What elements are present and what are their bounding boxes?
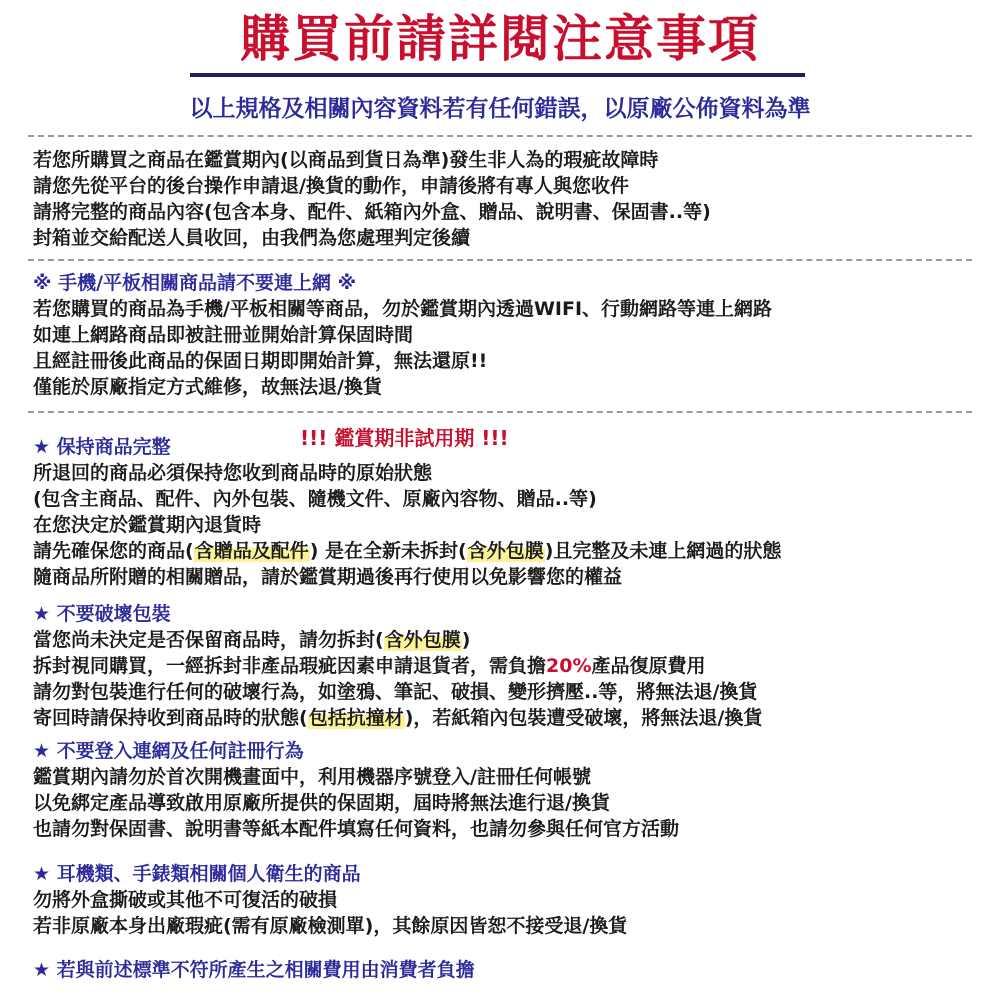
section-heading <box>33 861 978 887</box>
highlighted-text: 包括抗撞材 <box>308 707 404 729</box>
section-heading-text: 不要破壞包裝 <box>56 603 171 625</box>
text-segment: 請先確保您的商品( <box>33 540 194 562</box>
text-line: 若非原廠本身出廠瑕疵(需有原廠檢測單)，其餘原因皆恕不接受退/換貨 <box>33 915 628 937</box>
text-segment: )且完整及未連上網過的狀態 <box>544 540 782 562</box>
star-icon: ★ <box>33 603 51 625</box>
section-heading-text: 不要登入連網及任何註冊行為 <box>56 740 304 762</box>
text-segment: 當您尚未決定是否保留商品時，請勿拆封( <box>33 629 384 651</box>
text-line: 也請勿對保固書、說明書等紙本配件填寫任何資料，也請勿參與任何官方活動 <box>33 818 680 840</box>
text-line: 隨商品所附贈的相關贈品，請於鑑賞期過後再行使用以免影響您的權益 <box>33 566 623 588</box>
text-line: 請勿對包裝進行任何的破壞行為，如塗鴉、筆記、破損、變形擠壓..等，將無法退/換貨 <box>33 681 758 703</box>
text-line: 勿將外盒撕破或其他不可復活的破損 <box>33 889 338 911</box>
text-line: 若您所購買之商品在鑑賞期內(以商品到貨日為準)發生非人為的瑕疵故障時 <box>33 149 659 171</box>
highlighted-text: 含外包膜 <box>467 540 544 562</box>
text-line <box>33 653 978 679</box>
text-line: 且經註冊後此商品的保固日期即開始計算，無法還原!! <box>33 350 488 372</box>
section-heading-text: 保持商品完整 <box>56 436 171 458</box>
page-title: 購買前請詳閱注意事項 <box>240 10 760 68</box>
section-heading: ※ 手機/平板相關商品請不要連上網 ※ <box>33 272 357 294</box>
section-heading <box>33 601 978 627</box>
divider <box>28 259 972 261</box>
divider <box>28 411 972 413</box>
text-line <box>33 627 978 653</box>
section-heading <box>33 434 978 460</box>
text-line: 請您先從平台的後台操作申請退/換貨的動作，申請後將有專人與您收件 <box>33 175 629 197</box>
section-no-damage-packaging <box>33 601 978 731</box>
section-consumer-fees <box>33 957 978 983</box>
section-phone-tablet <box>33 270 978 400</box>
text-segment: ) <box>461 629 471 651</box>
text-line: 僅能於原廠指定方式維修，故無法退/換貨 <box>33 376 382 398</box>
section-hygiene-products <box>33 861 978 939</box>
text-line <box>33 705 978 731</box>
page-subtitle: 以上規格及相關內容資料若有任何錯誤，以原廠公佈資料為準 <box>189 96 811 122</box>
star-icon: ★ <box>33 740 51 762</box>
text-segment: )，若紙箱內包裝遭受破壞，將無法退/換貨 <box>404 707 763 729</box>
text-segment: 產品復原費用 <box>591 655 706 677</box>
text-line: 在您決定於鑑賞期內退貨時 <box>33 514 262 536</box>
text-line: 所退回的商品必須保持您收到商品時的原始狀態 <box>33 462 433 484</box>
star-icon: ★ <box>33 959 51 981</box>
section-heading <box>33 738 978 764</box>
text-line: 以免綁定產品導致啟用原廠所提供的保固期，屆時將無法進行退/換貨 <box>33 792 610 814</box>
text-line: 鑑賞期內請勿於首次開機畫面中，利用機器序號登入/註冊任何帳號 <box>33 766 591 788</box>
text-line: 如連上網路商品即被註冊並開始計算保固時間 <box>33 324 414 346</box>
text-segment: 寄回時請保持收到商品時的狀態( <box>33 707 308 729</box>
text-line: 封箱並交給配送人員收回，由我們為您處理判定後續 <box>33 227 471 249</box>
text-segment: 拆封視同購買，一經拆封非產品瑕疵因素申請退貨者，需負擔 <box>33 655 547 677</box>
section-heading-text: 耳機類、手錶類相關個人衛生的商品 <box>56 863 361 885</box>
section-damage-claim <box>33 147 978 251</box>
warning-banner: !!! 鑑賞期非試用期 !!! <box>300 426 509 450</box>
section-heading-text: 若與前述標準不符所產生之相關費用由消費者負擔 <box>56 959 475 981</box>
text-line: 請將完整的商品內容(包含本身、配件、紙箱內外盒、贈品、說明書、保固書..等) <box>33 201 711 223</box>
text-line: 若您購買的商品為手機/平板相關等商品，勿於鑑賞期內透過WIFI、行動網路等連上網路 <box>33 298 773 320</box>
star-icon: ★ <box>33 436 51 458</box>
text-line: (包含主商品、配件、內外包裝、隨機文件、原廠內容物、贈品..等) <box>33 488 597 510</box>
text-segment: ) 是在全新未拆封( <box>309 540 467 562</box>
highlighted-text: 含外包膜 <box>384 629 461 651</box>
section-no-login <box>33 738 978 842</box>
divider <box>28 135 972 137</box>
fee-percentage: 20% <box>546 655 592 677</box>
highlighted-text: 含贈品及配件 <box>194 540 309 562</box>
section-keep-intact <box>33 434 978 590</box>
title-underline <box>190 73 805 77</box>
section-heading <box>33 957 978 983</box>
text-line <box>33 538 978 564</box>
star-icon: ★ <box>33 863 51 885</box>
